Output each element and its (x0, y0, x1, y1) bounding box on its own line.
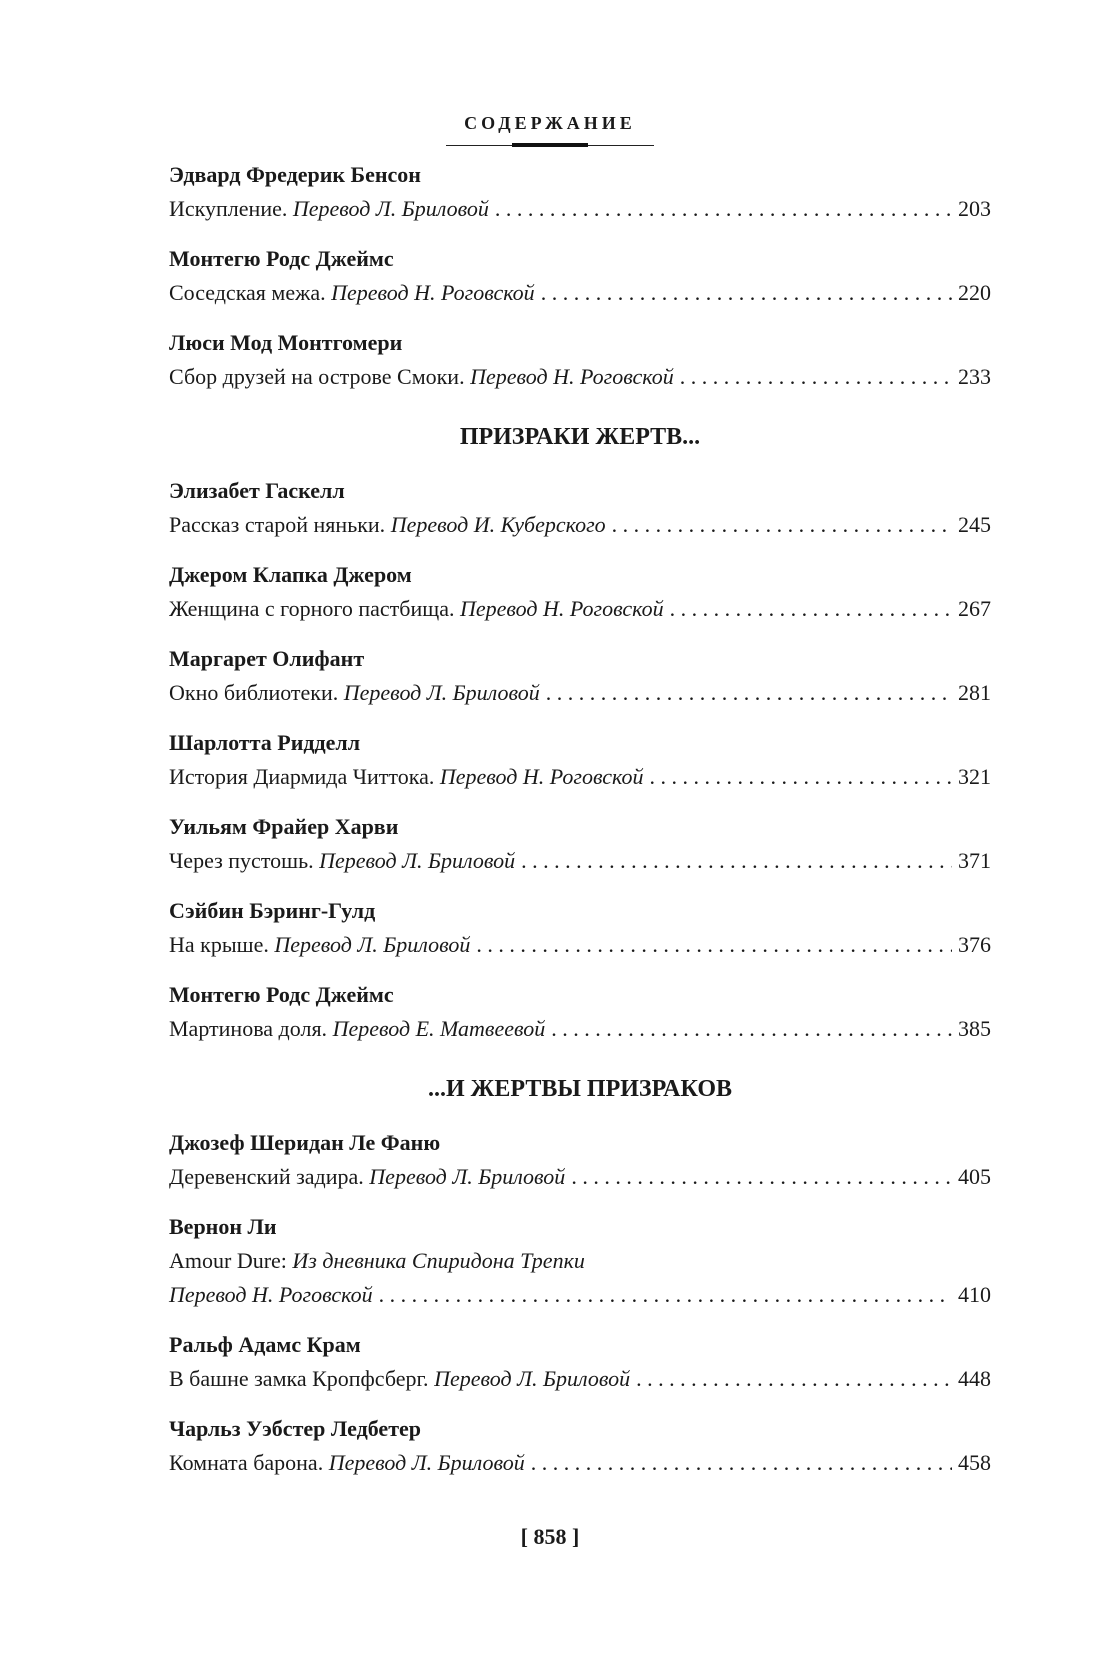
toc-title-line (169, 1244, 991, 1278)
toc-translator: Перевод Е. Матвеевой (332, 1016, 546, 1041)
toc-author: Ральф Адамс Крам (169, 1332, 361, 1357)
toc-author: Маргарет Олифант (169, 646, 365, 671)
toc-title: Комната барона. Перевод Л. Бриловой (169, 1450, 525, 1475)
toc-entry (169, 1362, 991, 1396)
toc-page-number: 376 (958, 932, 991, 957)
toc-author: Сэйбин Бэринг-Гулд (169, 898, 376, 923)
toc-translator: Перевод Н. Роговской (331, 280, 535, 305)
toc-entry (169, 1160, 991, 1194)
dot-leader (612, 508, 952, 542)
toc-author: Джером Клапка Джером (169, 562, 412, 587)
toc-title-roman: Amour Dure: (169, 1248, 287, 1273)
toc-entry (169, 508, 991, 542)
dot-leader (670, 592, 952, 626)
dot-leader (521, 844, 952, 878)
dot-leader (379, 1278, 952, 1312)
section-heading: ...И ЖЕРТВЫ ПРИЗРАКОВ (427, 1076, 732, 1102)
toc-page-number: 281 (958, 680, 991, 705)
dot-leader (680, 360, 952, 394)
toc-author: Вернон Ли (169, 1214, 277, 1239)
toc-page-number: 233 (958, 364, 991, 389)
toc-entry (169, 844, 991, 878)
toc-title: Окно библиотеки. Перевод Л. Бриловой (169, 680, 540, 705)
dot-leader (636, 1362, 952, 1396)
toc-entry (169, 1446, 991, 1480)
dot-leader (571, 1160, 952, 1194)
toc-translator: Перевод Л. Бриловой (319, 848, 516, 873)
toc-translator: Перевод Н. Роговской (459, 596, 664, 621)
toc-page-number: 448 (958, 1366, 991, 1391)
toc-page-number: 405 (958, 1164, 991, 1189)
toc-translator: Перевод Л. Бриловой (369, 1164, 566, 1189)
toc-translator: Перевод Л. Бриловой (328, 1450, 525, 1475)
toc-translator: Перевод Н. Роговской (439, 764, 644, 789)
toc-title: На крыше. Перевод Л. Бриловой (169, 932, 471, 957)
toc-author: Монтегю Родс Джеймс (169, 982, 394, 1007)
toc-author: Люси Мод Монтгомери (169, 330, 403, 355)
running-title: СОДЕРЖАНИЕ (464, 113, 636, 133)
dot-leader (546, 676, 952, 710)
toc-page-number: 385 (958, 1016, 991, 1041)
toc-title: Сбор друзей на острове Смоки. Перевод Н. Роговской (169, 364, 674, 389)
toc-translator: Перевод Н. Роговской (470, 364, 674, 389)
toc-page-number: 458 (958, 1450, 991, 1475)
toc-entry (169, 1012, 991, 1046)
dot-leader (495, 192, 952, 226)
toc-title: В башне замка Кропфсберг. Перевод Л. Бриловой (169, 1366, 631, 1391)
toc-page-number: 371 (958, 848, 991, 873)
toc-translator: Перевод Л. Бриловой (434, 1366, 631, 1391)
dot-leader (531, 1446, 952, 1480)
toc-author: Чарльз Уэбстер Ледбетер (169, 1416, 422, 1441)
toc-entry (169, 276, 991, 310)
dot-leader (476, 928, 952, 962)
section-heading: ПРИЗРАКИ ЖЕРТВ... (459, 424, 701, 450)
dot-leader (551, 1012, 952, 1046)
toc-entry (169, 592, 991, 626)
running-head (0, 113, 1100, 149)
dot-leader (649, 760, 952, 794)
toc-page-number: 220 (958, 280, 991, 305)
toc-title: Через пустошь. Перевод Л. Бриловой (169, 848, 516, 873)
toc-author: Монтегю Родс Джеймс (169, 246, 394, 271)
toc-entry (169, 360, 991, 394)
dot-leader (541, 276, 952, 310)
toc-title: Мартинова доля. Перевод Е. Матвеевой (169, 1016, 546, 1041)
toc-author: Шарлотта Ридделл (169, 730, 361, 755)
toc-entry (169, 1278, 991, 1312)
toc-translator: Перевод И. Куберского (390, 512, 606, 537)
toc-entry (169, 760, 991, 794)
toc-translator: Перевод Л. Бриловой (274, 932, 471, 957)
page-folio: [ 858 ] (520, 1524, 580, 1549)
toc-translator: Перевод Л. Бриловой (343, 680, 540, 705)
table-of-contents (169, 158, 991, 1480)
toc-page-number: 321 (958, 764, 991, 789)
toc-title-italic: Из дневника Спиридона Трепки (292, 1248, 585, 1273)
toc-entry (169, 928, 991, 962)
toc-author: Уильям Фрайер Харви (169, 814, 399, 839)
toc-title: Рассказ старой няньки. Перевод И. Куберского (169, 512, 606, 537)
toc-entry (169, 192, 991, 226)
toc-author: Джозеф Шеридан Ле Фаню (169, 1130, 441, 1155)
toc-page-number: 267 (958, 596, 991, 621)
toc-title: Искупление. Перевод Л. Бриловой (169, 196, 489, 221)
toc-page-number: 203 (958, 196, 991, 221)
toc-translator: Перевод Л. Бриловой (292, 196, 489, 221)
toc-page-number: 245 (958, 512, 991, 537)
toc-title: Соседская межа. Перевод Н. Роговской (169, 280, 535, 305)
header-rule (446, 143, 654, 149)
toc-title: История Диармида Читтока. Перевод Н. Роговской (169, 764, 644, 789)
toc-entry (169, 676, 991, 710)
toc-title: Деревенский задира. Перевод Л. Бриловой (169, 1164, 566, 1189)
toc-author: Эдвард Фредерик Бенсон (169, 162, 421, 187)
toc-title: Женщина с горного пастбища. Перевод Н. Роговской (169, 596, 664, 621)
toc-author: Элизабет Гаскелл (169, 478, 345, 503)
toc-page-number: 410 (958, 1282, 991, 1307)
toc-translator: Перевод Н. Роговской (169, 1282, 373, 1307)
